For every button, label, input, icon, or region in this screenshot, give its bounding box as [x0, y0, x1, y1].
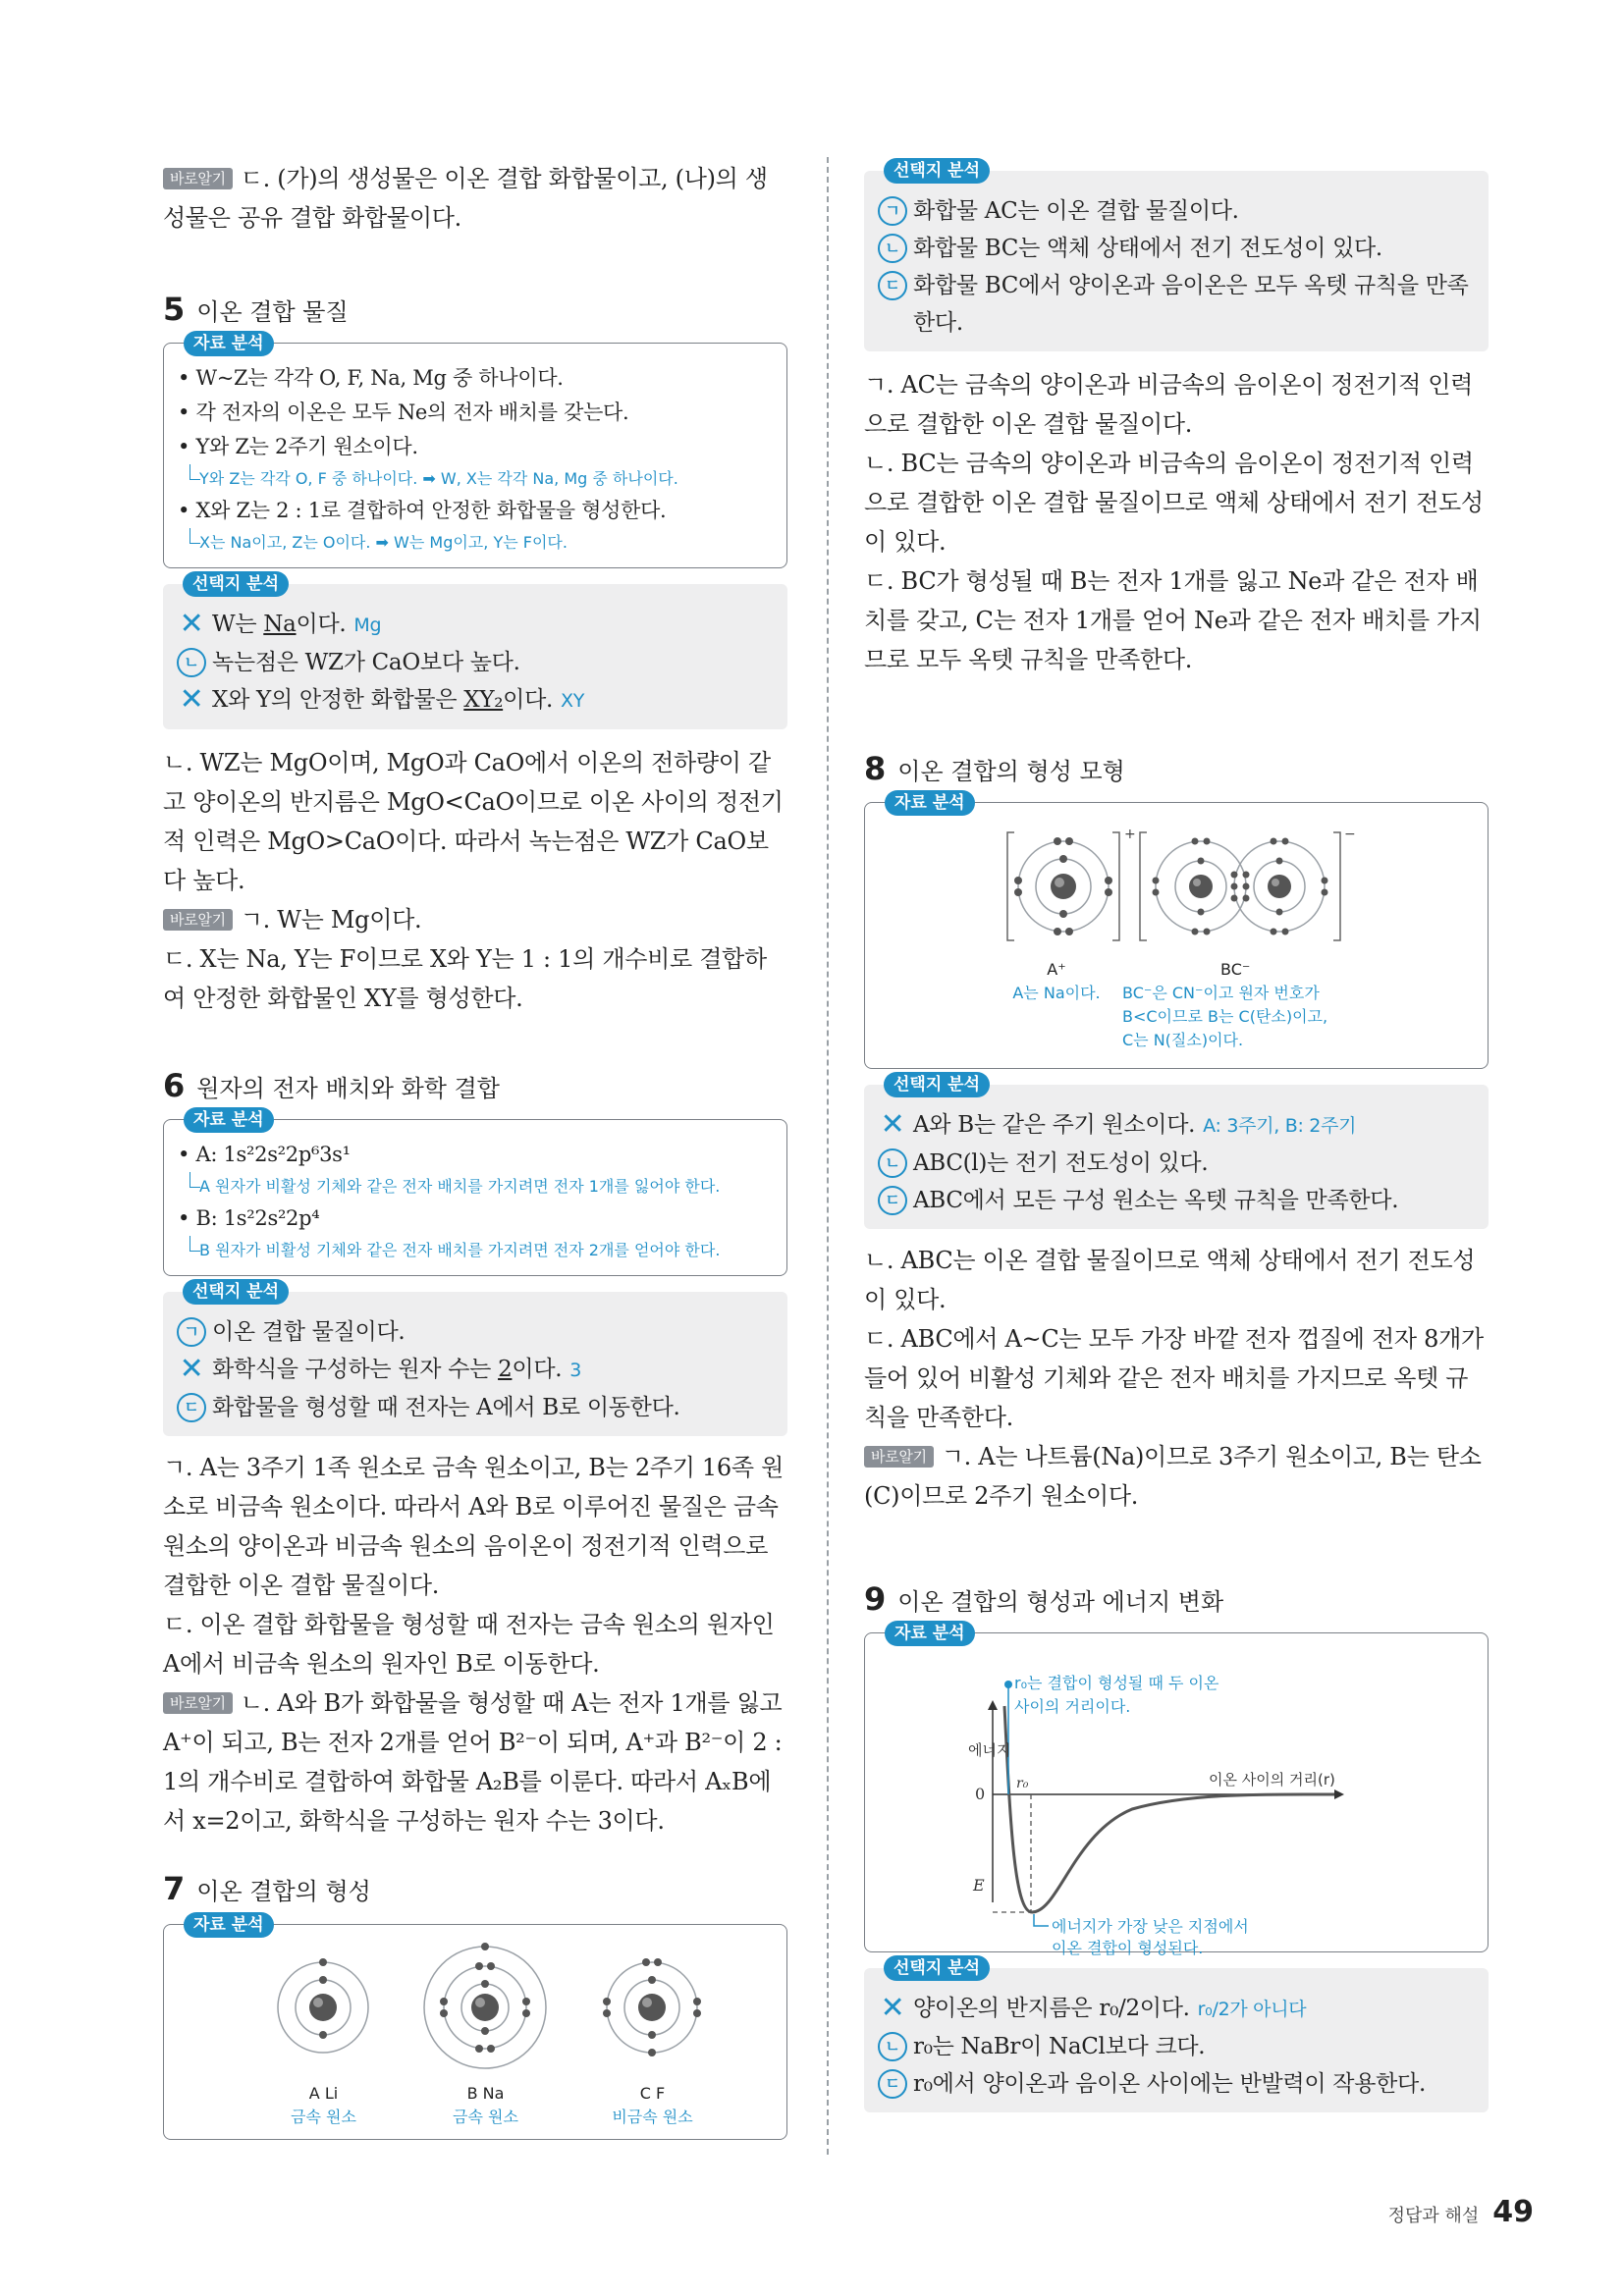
right-column — [864, 159, 1489, 2112]
section-5-heading: 5 이온 결합 물질 — [163, 291, 349, 328]
explanation: ㄴ. WZ는 MgO이며, MgO과 CaO에서 이온의 전하량이 같고 양이온의 반지름은 MgO<CaO이므로 이온 사이의 정전기적 인력은 MgO>CaO이다. 따라서 녹는점은 WZ가 CaO보다 높다. — [163, 749, 784, 894]
r0-note-line1: r₀는 결합이 형성될 때 두 이온 — [1014, 1674, 1219, 1692]
choice-analysis-box-9: 선택지 분석 ✕ 양이온의 반지름은 r₀/2이다. r₀/2가 아니다 ㄴ r₀는 NaBr이 NaCl보다 크다. ㄷ r₀에서 양이온과 음이온 사이에는 반발력이 작용한다. — [864, 1968, 1489, 2112]
atom-f-model — [603, 1958, 701, 2056]
atom-f-caption: C F 비금속 원소 — [612, 2084, 693, 2126]
minus-charge-label: − — [1344, 827, 1356, 842]
option: ㄴ 녹는점은 WZ가 CaO보다 높다. — [177, 644, 774, 681]
r0-note-line2: 사이의 거리이다. — [1014, 1697, 1131, 1716]
option: ㄷ ABC에서 모든 구성 원소는 옥텟 규칙을 만족한다. — [878, 1182, 1475, 1219]
atom-na-caption: B Na 금속 원소 — [453, 2084, 518, 2126]
choice-analysis-box-7: 선택지 분석 ㄱ 화합물 AC는 이온 결합 물질이다. ㄴ 화합물 BC는 액체 상태에서 전기 전도성이 있다. ㄷ 화합물 BC에서 양이온과 음이온은 모두 옥텟 규칙을 만족한다. — [864, 171, 1489, 351]
x-mark-icon: ✕ — [880, 1991, 905, 2025]
atom-na-model — [424, 1943, 546, 2068]
left-column — [163, 159, 787, 2140]
option: ㄷ r₀에서 양이온과 음이온 사이에는 반발력이 작용한다. — [878, 2065, 1475, 2103]
choice-analysis-box-6: 선택지 분석 ㄱ 이온 결합 물질이다. ✕ 화학식을 구성하는 원자 수는 2이다. 3 ㄷ 화합물을 형성할 때 전자는 A에서 B로 이동한다. — [163, 1292, 787, 1436]
choice-analysis-box-5 — [163, 574, 787, 729]
option: ㄴ r₀는 NaBr이 NaCl보다 크다. — [878, 2028, 1475, 2065]
circle-mark-icon: ㄷ — [878, 271, 907, 300]
E-label: E — [973, 1876, 985, 1895]
explanation: ㄱ. AC는 금속의 양이온과 비금속의 음이온이 정전기적 인력으로 결합한 이온 결합 물질이다. — [864, 371, 1474, 438]
option: ✕ 화학식을 구성하는 원자 수는 2이다. 3 — [177, 1351, 774, 1389]
page-number: 49 — [1492, 2195, 1534, 2229]
page-footer — [1388, 2195, 1534, 2229]
ion-bc-model — [1140, 832, 1340, 940]
atom-li-model — [278, 1958, 368, 2053]
option: ㄷ 화합물 BC에서 양이온과 음이온은 모두 옥텟 규칙을 만족한다. — [878, 267, 1475, 342]
explanation: 바로알기 ㄱ. A는 나트륨(Na)이므로 3주기 원소이고, B는 탄소(C)이므로 2주기 원소이다. — [864, 1443, 1482, 1510]
energy-axis-label: 에너지 — [968, 1741, 1011, 1759]
x-axis-label: 이온 사이의 거리(r) — [1209, 1771, 1335, 1789]
ion-models-diagram — [877, 823, 1476, 970]
baroalgi-badge: 바로알기 — [163, 168, 233, 189]
circle-mark-icon: ㄴ — [177, 648, 206, 677]
circle-mark-icon: ㄷ — [878, 2069, 907, 2099]
section-9-diagram: 자료 분석 에너지 0 r₀ E 이온 사이의 거리(r) r₀는 결합이 형성될 때 두 이온 사이의 거리이다. 에너지가 가장 낮은 지점에서 이온 결합이 형성된다. — [864, 1632, 1489, 1952]
section-8-heading: 8 이온 결합의 형성 모형 — [864, 750, 1125, 787]
circle-mark-icon: ㄱ — [177, 1317, 206, 1347]
explanation: ㄷ. BC가 형성될 때 B는 전자 1개를 잃고 Ne과 같은 전자 배치를 갖고, C는 전자 1개를 얻어 Ne과 같은 전자 배치를 가지므로 모두 옥텟 규칙을 만족한다. — [864, 567, 1482, 673]
atom-models-diagram — [176, 1947, 775, 2074]
intro-text: 바로알기 ㄷ. (가)의 생성물은 이온 결합 화합물이고, (나)의 생성물은 공유 결합 화합물이다. — [163, 165, 768, 232]
ion-bc-caption: BC⁻ BC⁻은 CN⁻이고 원자 번호가 B<C이므로 B는 C(탄소)이고, C는 N(질소)이다. — [1122, 960, 1328, 1049]
section-6-heading: 6 원자의 전자 배치와 화학 결합 — [163, 1067, 500, 1104]
option: ㄱ 화합물 AC는 이온 결합 물질이다. — [878, 192, 1475, 230]
section-8-diagram: 자료 분석 + − A⁺ A는 Na이다. BC⁻ BC⁻은 CN⁻이고 원자 번호가 B<C이므로 B는 C(탄소)이고, C는 N(질소)이다. — [864, 802, 1489, 1069]
footer-label: 정답과 해설 — [1387, 2206, 1480, 2226]
energy-curve-diagram — [877, 1647, 1476, 1957]
ion-a-model — [1007, 832, 1119, 940]
plus-charge-label: + — [1124, 827, 1136, 842]
circle-mark-icon: ㄴ — [878, 2032, 907, 2061]
explanation: ㄷ. X는 Na, Y는 F이므로 X와 Y는 1 : 1의 개수비로 결합하여 안정한 화합물인 XY를 형성한다. — [163, 945, 767, 1012]
data-analysis-box-6: 자료 분석 • A: 1s²2s²2p⁶3s¹ A 원자가 비활성 기체와 같은 전자 배치를 가지려면 전자 1개를 잃어야 한다. • B: 1s²2s²2p⁴ B 원자가 비활성 기체와 같은 전자 배치를 가지려면 전자 2개를 얻어야 한다. — [163, 1119, 787, 1276]
option: ㄴ 화합물 BC는 액체 상태에서 전기 전도성이 있다. — [878, 230, 1475, 267]
min-energy-note-line1: 에너지가 가장 낮은 지점에서 — [1052, 1917, 1249, 1936]
circle-mark-icon: ㄴ — [878, 234, 907, 263]
circle-mark-icon: ㄷ — [878, 1186, 907, 1215]
explanation: 바로알기 ㄱ. W는 Mg이다. — [163, 900, 787, 939]
zero-label: 0 — [975, 1785, 986, 1803]
x-mark-icon: ✕ — [179, 607, 204, 641]
section-7-diagram: 자료 분석 A Li 금속 원소 B Na 금속 원소 C F 비금속 원소 — [163, 1924, 787, 2140]
option: ✕ 양이온의 반지름은 r₀/2이다. r₀/2가 아니다 — [878, 1990, 1475, 2028]
option: ㄱ 이온 결합 물질이다. — [177, 1313, 774, 1351]
explanation: ㄷ. ABC에서 A~C는 모두 가장 바깥 전자 껍질에 전자 8개가 들어 있어 비활성 기체와 같은 전자 배치를 가지므로 옥텟 규칙을 만족한다. — [864, 1325, 1484, 1431]
circle-mark-icon: ㄷ — [177, 1393, 206, 1422]
explanation: ㄴ. BC는 금속의 양이온과 비금속의 음이온이 정전기적 인력으로 결합한 이온 결합 물질이므로 액체 상태에서 전기 전도성이 있다. — [864, 450, 1484, 556]
explanation: ㄷ. 이온 결합 화합물을 형성할 때 전자는 금속 원소의 원자인 A에서 비금속 원소의 원자인 B로 이동한다. — [163, 1611, 775, 1678]
x-mark-icon: ✕ — [179, 1352, 204, 1386]
data-analysis-box-5: 자료 분석 • W~Z는 각각 O, F, Na, Mg 중 하나이다. • 각 전자의 이온은 모두 Ne의 전자 배치를 갖는다. • Y와 Z는 2주기 원소이다. Y와 Z는 각각 O, F 중 하나이다. ➡ W, X는 각각 Na, Mg 중 하나이다. • X와 Z는 2 : 1로 결합하여 안정한 화합물을 형성한다. X는 Na이고, Z는 O이다. ➡ W는 Mg이고, Y는 F이다. — [163, 343, 787, 568]
option: ✕ A와 B는 같은 주기 원소이다. A: 3주기, B: 2주기 — [878, 1106, 1475, 1145]
explanation: 바로알기 ㄴ. A와 B가 화합물을 형성할 때 A는 전자 1개를 잃고 A⁺이 되고, B는 전자 2개를 얻어 B²⁻이 되며, A⁺과 B²⁻이 2 : 1의 개수비로 결합하여 화합물 A₂B를 이룬다. 따라서 AₓB에서 x=2이고, 화학식을 구성하는 원자 수는 3이다. — [163, 1689, 783, 1835]
explanation: ㄴ. ABC는 이온 결합 물질이므로 액체 상태에서 전기 전도성이 있다. — [864, 1247, 1476, 1313]
data-analysis-tag: 자료 분석 — [184, 331, 274, 356]
option: ✕ W는 Na이다. Mg — [177, 606, 774, 644]
circle-mark-icon: ㄴ — [878, 1148, 907, 1178]
energy-curve — [1004, 1706, 1334, 1912]
option: ㄷ 화합물을 형성할 때 전자는 A에서 B로 이동한다. — [177, 1389, 774, 1426]
section-7-heading: 7 이온 결합의 형성 — [163, 1870, 371, 1907]
choice-analysis-tag: 선택지 분석 — [183, 571, 289, 597]
explanation: ㄱ. A는 3주기 1족 원소로 금속 원소이고, B는 2주기 16족 원소로 비금속 원소이다. 따라서 A와 B로 이루어진 물질은 금속 원소의 양이온과 비금속 원소의 음이온이 정전기적 인력으로 결합한 이온 결합 물질이다. — [163, 1454, 784, 1599]
ion-a-caption: A⁺ A는 Na이다. — [1012, 960, 1101, 1002]
column-divider — [827, 157, 829, 2155]
choice-analysis-box-8: 선택지 분석 ✕ A와 B는 같은 주기 원소이다. A: 3주기, B: 2주기 ㄴ ABC(l)는 전기 전도성이 있다. ㄷ ABC에서 모든 구성 원소는 옥텟 규칙을 만족한다. — [864, 1085, 1489, 1229]
option: ✕ X와 Y의 안정한 화합물은 XY₂이다. XY — [177, 681, 774, 720]
x-mark-icon: ✕ — [880, 1107, 905, 1142]
r0-label: r₀ — [1016, 1776, 1029, 1791]
circle-mark-icon: ㄱ — [878, 196, 907, 226]
option: ㄴ ABC(l)는 전기 전도성이 있다. — [878, 1145, 1475, 1182]
x-mark-icon: ✕ — [179, 682, 204, 717]
section-9-heading: 9 이온 결합의 형성과 에너지 변화 — [864, 1580, 1224, 1618]
atom-li-caption: A Li 금속 원소 — [291, 2084, 356, 2126]
min-energy-note-line2: 이온 결합이 형성된다. — [1052, 1939, 1204, 1957]
